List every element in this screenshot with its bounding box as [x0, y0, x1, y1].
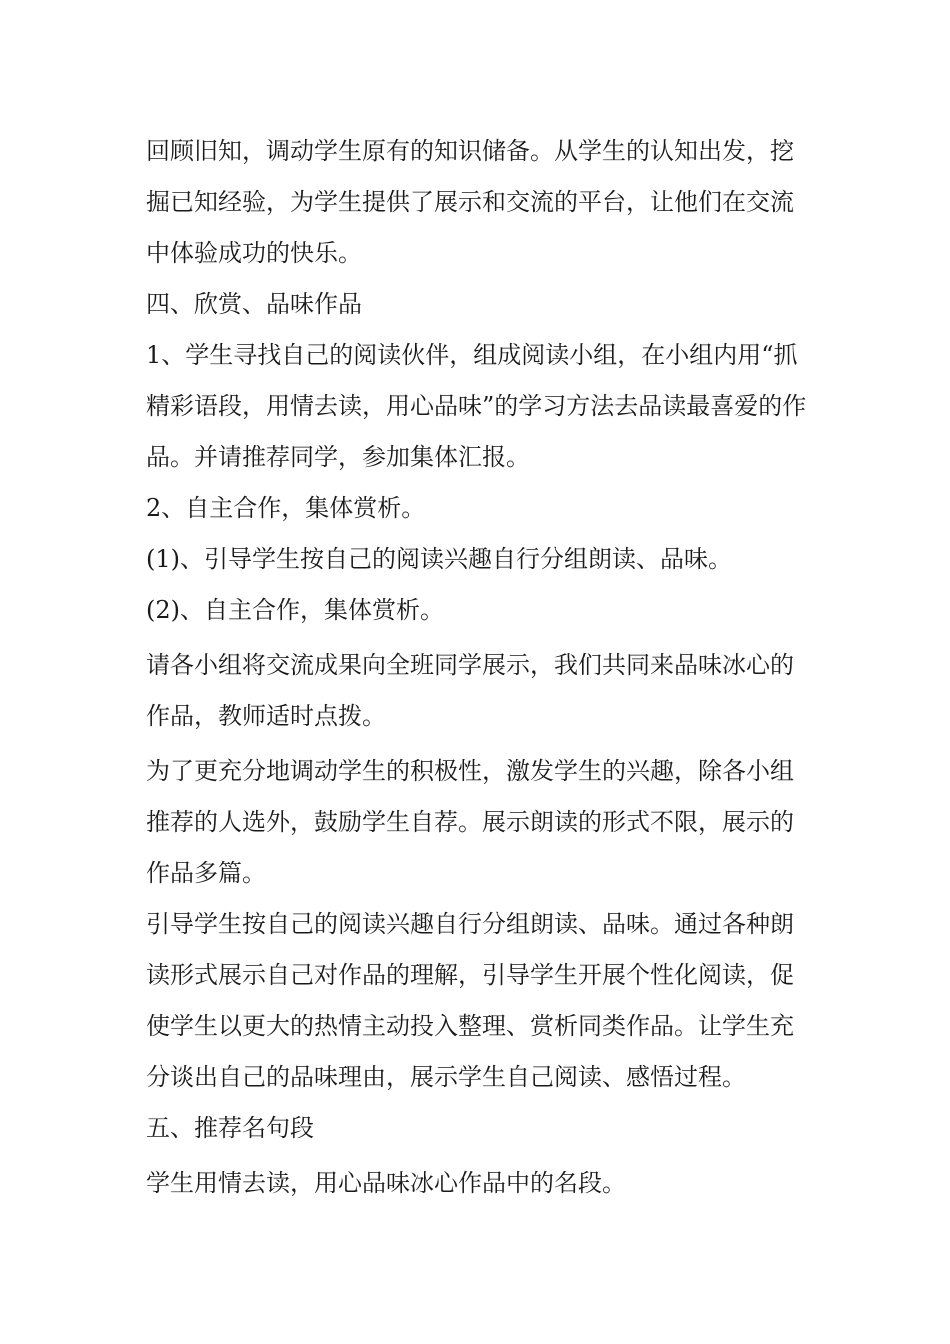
paragraph-group-presentation: 请各小组将交流成果向全班同学展示，我们共同来品味冰心的作品，教师适时点拨。: [146, 651, 794, 730]
paragraph-review-knowledge: 回顾旧知，调动学生原有的知识储备。从学生的认知出发，挖掘已知经验，为学生提供了展示和交流的平台，让他们在交流中体验成功的快乐。: [146, 137, 794, 267]
paragraph-reading-partner: 1、学生寻找自己的阅读伙伴，组成阅读小组，在小组内用“抓精彩语段，用情去读，用心品味”的学习方法去品读最喜爱的作品。并请推荐同学，参加集体汇报。: [146, 341, 807, 471]
paragraph-step-2: (2)、自主合作，集体赏析。: [146, 596, 444, 624]
document-body: [146, 126, 816, 1209]
paragraph-step-1: (1)、引导学生按自己的阅读兴趣自行分组朗读、品味。: [146, 545, 732, 573]
paragraph-famous-passages: 学生用情去读，用心品味冰心作品中的名段。: [146, 1169, 626, 1197]
paragraph-motivation: 为了更充分地调动学生的积极性，激发学生的兴趣，除各小组推荐的人选外，鼓励学生自荐。展示朗读的形式不限，展示的作品多篇。: [146, 757, 794, 887]
paragraph-guided-reading: 引导学生按自己的阅读兴趣自行分组朗读、品味。通过各种朗读形式展示自己对作品的理解，引导学生开展个性化阅读，促使学生以更大的热情主动投入整理、赏析同类作品。让学生充分谈出自己的品味理由，展示学生自己阅读、感悟过程。: [146, 910, 794, 1091]
paragraph-cooperation: 2、自主合作，集体赏析。: [146, 494, 426, 522]
section-heading-appreciate: 四、欣赏、品味作品: [146, 290, 362, 318]
section-heading-recommend: 五、推荐名句段: [146, 1114, 314, 1142]
